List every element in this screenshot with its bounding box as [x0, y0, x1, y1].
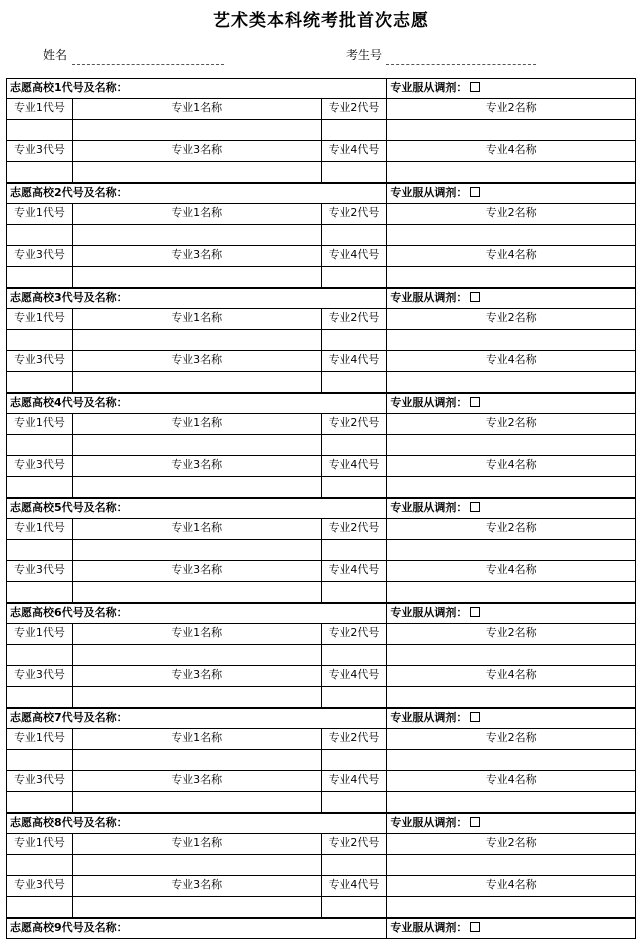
major-name-field[interactable]: [73, 792, 322, 813]
major-code-field[interactable]: [322, 540, 388, 561]
major-name-label: 专业4名称: [387, 561, 636, 582]
major-name-label: 专业1名称: [73, 414, 322, 435]
form-title: 艺术类本科统考批首次志愿: [213, 11, 429, 31]
major-input-row: [6, 267, 636, 288]
adjust-checkbox[interactable]: [470, 922, 480, 932]
school-label: 志愿高校5代号及名称：: [7, 498, 387, 519]
major-input-row: [6, 372, 636, 393]
school-header-row: [6, 813, 636, 834]
major-code-label: 专业3代号: [7, 561, 73, 582]
school-header-row: [6, 78, 636, 99]
major-name-field[interactable]: [387, 687, 636, 708]
adjust-option: [387, 498, 636, 519]
major-input-row: [6, 687, 636, 708]
major-name-label: 专业4名称: [387, 351, 636, 372]
major-code-label: 专业4代号: [322, 141, 388, 162]
adjust-option: [387, 393, 636, 414]
major-name-field[interactable]: [387, 855, 636, 876]
major-name-field[interactable]: [73, 855, 322, 876]
major-name-label: 专业3名称: [73, 246, 322, 267]
major-input-row: [6, 792, 636, 813]
major-input-row: [6, 162, 636, 183]
major-name-field[interactable]: [387, 225, 636, 246]
major-name-label: 专业1名称: [73, 624, 322, 645]
school-block: [6, 78, 636, 183]
adjust-label: 专业服从调剂：: [390, 816, 468, 829]
major-name-field[interactable]: [387, 267, 636, 288]
school-header-row: [6, 393, 636, 414]
school-label: 志愿高校4代号及名称：: [7, 393, 387, 414]
adjust-label: 专业服从调剂：: [390, 396, 468, 409]
major-code-label: 专业2代号: [322, 414, 388, 435]
major-code-label: 专业1代号: [7, 519, 73, 540]
adjust-label: 专业服从调剂：: [390, 186, 468, 199]
major-input-row: [6, 477, 636, 498]
exam-number-label: 考生号: [346, 48, 383, 62]
major-name-field[interactable]: [387, 897, 636, 918]
major-name-field[interactable]: [73, 435, 322, 456]
major-code-label: 专业3代号: [7, 141, 73, 162]
major-code-field[interactable]: [7, 372, 73, 393]
major-code-label: 专业2代号: [322, 519, 388, 540]
adjust-checkbox[interactable]: [470, 292, 480, 302]
school-label: 志愿高校3代号及名称：: [7, 288, 387, 309]
adjust-label: 专业服从调剂：: [390, 501, 468, 514]
major-code-label: 专业2代号: [322, 204, 388, 225]
major-name-label: 专业3名称: [73, 456, 322, 477]
major-name-label: 专业1名称: [73, 519, 322, 540]
major-name-label: 专业2名称: [387, 624, 636, 645]
adjust-option: [387, 918, 636, 939]
major-name-label: 专业3名称: [73, 561, 322, 582]
major-code-label: 专业4代号: [322, 351, 388, 372]
major-name-field[interactable]: [387, 792, 636, 813]
major-label-row: [6, 624, 636, 645]
major-code-field[interactable]: [7, 897, 73, 918]
major-name-label: 专业4名称: [387, 246, 636, 267]
major-name-field[interactable]: [387, 162, 636, 183]
major-label-row: [6, 351, 636, 372]
school-header-row: [6, 708, 636, 729]
major-code-field[interactable]: [322, 372, 388, 393]
major-input-row: [6, 330, 636, 351]
major-name-field[interactable]: [73, 582, 322, 603]
name-field[interactable]: [72, 64, 224, 65]
adjust-label: 专业服从调剂：: [390, 606, 468, 619]
major-code-field[interactable]: [7, 750, 73, 771]
school-block: [6, 603, 636, 708]
major-code-label: 专业2代号: [322, 99, 388, 120]
major-code-label: 专业3代号: [7, 666, 73, 687]
school-header-row: [6, 918, 636, 939]
school-header-row: [6, 288, 636, 309]
major-label-row: [6, 309, 636, 330]
adjust-label: 专业服从调剂：: [390, 711, 468, 724]
adjust-checkbox[interactable]: [470, 187, 480, 197]
major-name-label: 专业4名称: [387, 141, 636, 162]
major-input-row: [6, 750, 636, 771]
major-code-label: 专业4代号: [322, 876, 388, 897]
major-name-label: 专业3名称: [73, 771, 322, 792]
major-code-field[interactable]: [322, 645, 388, 666]
major-code-label: 专业1代号: [7, 309, 73, 330]
adjust-option: [387, 708, 636, 729]
major-name-label: 专业3名称: [73, 876, 322, 897]
major-input-row: [6, 855, 636, 876]
major-code-field[interactable]: [7, 582, 73, 603]
major-code-label: 专业3代号: [7, 771, 73, 792]
major-code-field[interactable]: [7, 120, 73, 141]
major-input-row: [6, 897, 636, 918]
major-name-field[interactable]: [73, 162, 322, 183]
major-code-label: 专业1代号: [7, 834, 73, 855]
major-label-row: [6, 561, 636, 582]
major-name-label: 专业2名称: [387, 834, 636, 855]
adjust-checkbox[interactable]: [470, 712, 480, 722]
major-name-field[interactable]: [387, 435, 636, 456]
major-code-label: 专业4代号: [322, 561, 388, 582]
major-code-field[interactable]: [7, 225, 73, 246]
school-label: 志愿高校2代号及名称：: [7, 183, 387, 204]
adjust-label: 专业服从调剂：: [390, 921, 468, 934]
school-header-row: [6, 498, 636, 519]
major-input-row: [6, 645, 636, 666]
major-name-label: 专业2名称: [387, 519, 636, 540]
major-name-label: 专业3名称: [73, 141, 322, 162]
major-name-field[interactable]: [73, 120, 322, 141]
major-code-label: 专业1代号: [7, 204, 73, 225]
name-label: 姓名: [43, 48, 68, 62]
major-name-field[interactable]: [73, 225, 322, 246]
major-name-field[interactable]: [387, 750, 636, 771]
adjust-option: [387, 813, 636, 834]
major-code-label: 专业4代号: [322, 246, 388, 267]
school-block: [6, 708, 636, 813]
school-label: 志愿高校6代号及名称：: [7, 603, 387, 624]
adjust-option: [387, 183, 636, 204]
major-name-label: 专业4名称: [387, 666, 636, 687]
major-code-label: 专业1代号: [7, 99, 73, 120]
major-input-row: [6, 225, 636, 246]
exam-number-field[interactable]: [386, 64, 536, 65]
major-name-label: 专业4名称: [387, 876, 636, 897]
major-code-field[interactable]: [322, 225, 388, 246]
major-code-field[interactable]: [322, 792, 388, 813]
school-block: [6, 498, 636, 603]
adjust-checkbox[interactable]: [470, 502, 480, 512]
major-name-label: 专业2名称: [387, 204, 636, 225]
school-block: [6, 288, 636, 393]
school-block: [6, 918, 636, 939]
major-label-row: [6, 666, 636, 687]
major-label-row: [6, 771, 636, 792]
major-name-label: 专业1名称: [73, 834, 322, 855]
major-code-field[interactable]: [7, 645, 73, 666]
major-name-field[interactable]: [387, 372, 636, 393]
major-name-field[interactable]: [73, 372, 322, 393]
major-label-row: [6, 876, 636, 897]
school-block: [6, 813, 636, 918]
adjust-label: 专业服从调剂：: [390, 81, 468, 94]
major-name-field[interactable]: [387, 645, 636, 666]
major-input-row: [6, 540, 636, 561]
major-code-label: 专业4代号: [322, 666, 388, 687]
adjust-checkbox[interactable]: [470, 397, 480, 407]
adjust-label: 专业服从调剂：: [390, 291, 468, 304]
school-label: 志愿高校1代号及名称：: [7, 78, 387, 99]
major-code-label: 专业1代号: [7, 624, 73, 645]
major-name-field[interactable]: [387, 330, 636, 351]
major-name-label: 专业2名称: [387, 729, 636, 750]
major-name-field[interactable]: [73, 540, 322, 561]
major-code-field[interactable]: [322, 120, 388, 141]
major-name-label: 专业3名称: [73, 351, 322, 372]
major-code-field[interactable]: [322, 687, 388, 708]
major-code-field[interactable]: [7, 162, 73, 183]
major-code-label: 专业3代号: [7, 351, 73, 372]
major-name-label: 专业4名称: [387, 771, 636, 792]
major-code-field[interactable]: [322, 267, 388, 288]
application-form: [6, 78, 636, 939]
major-code-field[interactable]: [322, 162, 388, 183]
major-code-field[interactable]: [7, 435, 73, 456]
adjust-option: [387, 288, 636, 309]
major-code-label: 专业4代号: [322, 456, 388, 477]
major-code-label: 专业3代号: [7, 456, 73, 477]
adjust-option: [387, 78, 636, 99]
adjust-option: [387, 603, 636, 624]
major-code-field[interactable]: [7, 267, 73, 288]
major-name-label: 专业1名称: [73, 309, 322, 330]
major-code-field[interactable]: [7, 855, 73, 876]
school-label: 志愿高校9代号及名称：: [7, 918, 387, 939]
major-label-row: [6, 99, 636, 120]
major-code-label: 专业3代号: [7, 876, 73, 897]
major-name-label: 专业1名称: [73, 729, 322, 750]
major-code-field[interactable]: [322, 750, 388, 771]
major-label-row: [6, 141, 636, 162]
major-name-field[interactable]: [387, 120, 636, 141]
major-name-field[interactable]: [387, 540, 636, 561]
adjust-checkbox[interactable]: [470, 607, 480, 617]
adjust-checkbox[interactable]: [470, 82, 480, 92]
major-label-row: [6, 204, 636, 225]
major-input-row: [6, 435, 636, 456]
major-input-row: [6, 120, 636, 141]
major-label-row: [6, 519, 636, 540]
major-code-field[interactable]: [7, 330, 73, 351]
major-name-label: 专业2名称: [387, 309, 636, 330]
school-header-row: [6, 183, 636, 204]
major-code-field[interactable]: [322, 330, 388, 351]
major-name-field[interactable]: [73, 330, 322, 351]
major-name-field[interactable]: [73, 897, 322, 918]
school-label: 志愿高校7代号及名称：: [7, 708, 387, 729]
major-label-row: [6, 456, 636, 477]
major-name-label: 专业2名称: [387, 99, 636, 120]
major-code-field[interactable]: [322, 477, 388, 498]
major-name-field[interactable]: [73, 645, 322, 666]
major-name-label: 专业1名称: [73, 99, 322, 120]
major-code-label: 专业2代号: [322, 309, 388, 330]
major-code-field[interactable]: [7, 477, 73, 498]
major-name-field[interactable]: [73, 267, 322, 288]
major-code-label: 专业3代号: [7, 246, 73, 267]
major-label-row: [6, 729, 636, 750]
major-name-field[interactable]: [387, 477, 636, 498]
major-label-row: [6, 834, 636, 855]
major-label-row: [6, 246, 636, 267]
major-code-field[interactable]: [7, 792, 73, 813]
school-block: [6, 183, 636, 288]
major-name-field[interactable]: [73, 687, 322, 708]
school-header-row: [6, 603, 636, 624]
major-input-row: [6, 582, 636, 603]
major-name-label: 专业2名称: [387, 414, 636, 435]
major-name-label: 专业3名称: [73, 666, 322, 687]
major-name-label: 专业1名称: [73, 204, 322, 225]
major-code-field[interactable]: [7, 687, 73, 708]
major-code-field[interactable]: [322, 435, 388, 456]
major-name-label: 专业4名称: [387, 456, 636, 477]
major-code-field[interactable]: [322, 582, 388, 603]
adjust-checkbox[interactable]: [470, 817, 480, 827]
major-code-field[interactable]: [322, 855, 388, 876]
school-block: [6, 393, 636, 498]
major-code-label: 专业2代号: [322, 834, 388, 855]
major-name-field[interactable]: [387, 582, 636, 603]
major-name-field[interactable]: [73, 477, 322, 498]
major-code-label: 专业2代号: [322, 729, 388, 750]
major-code-field[interactable]: [7, 540, 73, 561]
major-code-label: 专业1代号: [7, 729, 73, 750]
major-name-field[interactable]: [73, 750, 322, 771]
major-code-field[interactable]: [322, 897, 388, 918]
major-code-label: 专业1代号: [7, 414, 73, 435]
school-label: 志愿高校8代号及名称：: [7, 813, 387, 834]
major-label-row: [6, 414, 636, 435]
major-code-label: 专业2代号: [322, 624, 388, 645]
major-code-label: 专业4代号: [322, 771, 388, 792]
